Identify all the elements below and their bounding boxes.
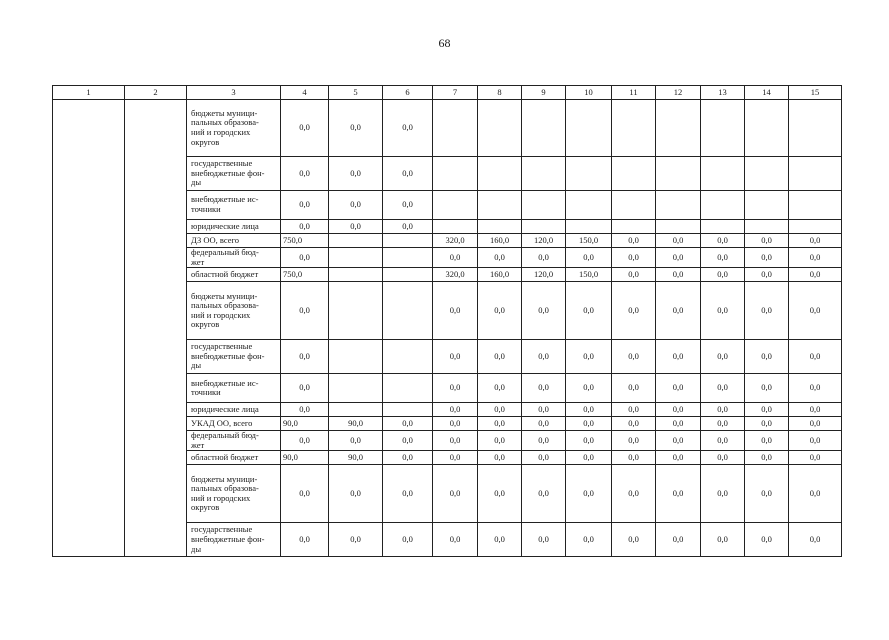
value-cell: 0,0 (478, 417, 522, 431)
value-cell (329, 234, 383, 248)
column-header-11: 11 (612, 86, 656, 100)
value-cell: 0,0 (745, 403, 789, 417)
table-header-row (53, 86, 842, 100)
table-row (53, 100, 842, 157)
value-cell: 0,0 (329, 100, 383, 157)
value-cell: 0,0 (566, 417, 612, 431)
column-header-13: 13 (701, 86, 745, 100)
value-cell: 0,0 (745, 374, 789, 403)
row-label-line: областной бюджет (191, 268, 259, 279)
value-cell (566, 100, 612, 157)
value-cell: 160,0 (478, 234, 522, 248)
value-cell: 0,0 (612, 248, 656, 268)
value-cell (701, 191, 745, 220)
value-cell: 90,0 (329, 417, 383, 431)
row-label (187, 523, 281, 557)
value-cell (612, 157, 656, 191)
value-cell: 0,0 (701, 465, 745, 523)
value-cell (522, 220, 566, 234)
value-cell: 0,0 (433, 403, 478, 417)
value-cell: 0,0 (433, 465, 478, 523)
value-cell (522, 100, 566, 157)
value-cell: 90,0 (281, 451, 329, 465)
value-cell: 0,0 (383, 451, 433, 465)
value-cell (656, 220, 701, 234)
row-label-line: бюджеты муници- (191, 107, 258, 118)
value-cell: 0,0 (656, 465, 701, 523)
value-cell: 0,0 (656, 282, 701, 340)
value-cell (329, 340, 383, 374)
value-cell (701, 157, 745, 191)
value-cell: 150,0 (566, 268, 612, 282)
value-cell: 750,0 (281, 268, 329, 282)
row-label-line: бюджеты муници- (191, 290, 258, 301)
row-label (187, 340, 281, 374)
value-cell: 0,0 (656, 248, 701, 268)
value-cell (433, 100, 478, 157)
value-cell: 0,0 (522, 523, 566, 557)
value-cell: 0,0 (566, 374, 612, 403)
value-cell: 0,0 (745, 234, 789, 248)
value-cell: 0,0 (522, 417, 566, 431)
row-label-line: точники (191, 204, 221, 214)
value-cell: 0,0 (522, 340, 566, 374)
row-label-line: округов (191, 319, 220, 330)
row-label-line: ний и городских (191, 309, 251, 320)
value-cell: 0,0 (281, 282, 329, 340)
value-cell: 0,0 (745, 248, 789, 268)
row-label-line: ды (191, 177, 202, 188)
value-cell: 0,0 (612, 234, 656, 248)
column-header-3: 3 (187, 86, 281, 100)
budget-table (52, 85, 842, 557)
row-label-line: областной бюджет (191, 452, 259, 463)
row-label (187, 282, 281, 340)
row-label-line: ды (191, 360, 202, 371)
row-label (187, 374, 281, 403)
value-cell: 0,0 (701, 523, 745, 557)
value-cell: 0,0 (383, 417, 433, 431)
value-cell: 0,0 (383, 100, 433, 157)
value-cell: 120,0 (522, 234, 566, 248)
column-header-2: 2 (125, 86, 187, 100)
value-cell: 0,0 (281, 220, 329, 234)
column-header-12: 12 (656, 86, 701, 100)
value-cell (701, 220, 745, 234)
row-label-line: округов (191, 136, 220, 147)
value-cell: 0,0 (701, 374, 745, 403)
row-label-line: точники (191, 387, 221, 398)
value-cell: 0,0 (745, 282, 789, 340)
row-label (187, 157, 281, 191)
value-cell (701, 100, 745, 157)
value-cell (383, 340, 433, 374)
row-label-line: пальных образова- (191, 117, 259, 128)
value-cell (329, 374, 383, 403)
value-cell: 0,0 (745, 523, 789, 557)
row-label-line: жет (191, 256, 205, 267)
value-cell: 0,0 (281, 248, 329, 268)
value-cell (522, 191, 566, 220)
value-cell: 0,0 (789, 523, 842, 557)
value-cell: 0,0 (281, 431, 329, 451)
value-cell (566, 157, 612, 191)
value-cell: 0,0 (566, 431, 612, 451)
value-cell: 0,0 (281, 523, 329, 557)
row-label (187, 431, 281, 451)
value-cell: 0,0 (522, 431, 566, 451)
value-cell: 0,0 (612, 282, 656, 340)
value-cell: 0,0 (745, 465, 789, 523)
table-body (53, 86, 842, 557)
value-cell: 0,0 (789, 234, 842, 248)
row-label-line: пальных образова- (191, 483, 259, 494)
row-label (187, 403, 281, 417)
page-number: 68 (438, 36, 451, 50)
value-cell (522, 157, 566, 191)
value-cell: 0,0 (281, 403, 329, 417)
column-header-15: 15 (789, 86, 842, 100)
row-label-line: внебюджетные ис- (191, 377, 259, 388)
value-cell: 0,0 (478, 451, 522, 465)
value-cell: 0,0 (478, 465, 522, 523)
value-cell: 0,0 (433, 451, 478, 465)
value-cell: 0,0 (701, 403, 745, 417)
value-cell: 90,0 (281, 417, 329, 431)
value-cell (789, 220, 842, 234)
value-cell: 0,0 (281, 374, 329, 403)
value-cell: 0,0 (656, 523, 701, 557)
value-cell (789, 157, 842, 191)
value-cell: 0,0 (656, 234, 701, 248)
row-label (187, 417, 281, 431)
value-cell (383, 403, 433, 417)
column-header-14: 14 (745, 86, 789, 100)
value-cell: 0,0 (701, 431, 745, 451)
row-label-line: федеральный бюд- (191, 247, 259, 257)
value-cell (329, 248, 383, 268)
value-cell: 0,0 (789, 340, 842, 374)
value-cell: 0,0 (281, 157, 329, 191)
value-cell: 0,0 (656, 340, 701, 374)
value-cell: 0,0 (281, 340, 329, 374)
row-label-line: ДЗ ОО, всего (191, 234, 240, 245)
value-cell: 0,0 (566, 282, 612, 340)
value-cell: 0,0 (478, 374, 522, 403)
value-cell: 0,0 (656, 451, 701, 465)
row-label-line: пальных образова- (191, 300, 259, 311)
value-cell: 0,0 (612, 374, 656, 403)
value-cell: 0,0 (789, 403, 842, 417)
value-cell: 0,0 (281, 191, 329, 220)
value-cell: 0,0 (522, 282, 566, 340)
column-header-7: 7 (433, 86, 478, 100)
value-cell (656, 157, 701, 191)
value-cell (612, 100, 656, 157)
value-cell: 0,0 (383, 220, 433, 234)
value-cell (566, 220, 612, 234)
value-cell: 0,0 (701, 451, 745, 465)
value-cell (329, 282, 383, 340)
value-cell (478, 157, 522, 191)
value-cell: 0,0 (433, 340, 478, 374)
row-label (187, 100, 281, 157)
row-label (187, 465, 281, 523)
row-label-line: государственные (191, 158, 253, 169)
value-cell: 0,0 (745, 451, 789, 465)
value-cell: 0,0 (656, 374, 701, 403)
value-cell (612, 191, 656, 220)
column-header-1: 1 (53, 86, 125, 100)
value-cell: 0,0 (701, 234, 745, 248)
value-cell: 0,0 (701, 268, 745, 282)
row-label-line: федеральный бюд- (191, 430, 259, 441)
row-label (187, 220, 281, 234)
value-cell: 0,0 (478, 340, 522, 374)
column-header-5: 5 (329, 86, 383, 100)
value-cell (383, 374, 433, 403)
value-cell: 0,0 (789, 268, 842, 282)
value-cell (329, 268, 383, 282)
row-label-line: жет (191, 439, 205, 450)
value-cell: 0,0 (383, 431, 433, 451)
value-cell: 0,0 (701, 417, 745, 431)
value-cell: 0,0 (656, 268, 701, 282)
value-cell: 0,0 (701, 282, 745, 340)
value-cell (745, 220, 789, 234)
value-cell: 0,0 (612, 451, 656, 465)
col-1-cell (53, 100, 125, 557)
column-header-4: 4 (281, 86, 329, 100)
value-cell: 0,0 (566, 403, 612, 417)
row-label (187, 451, 281, 465)
value-cell (656, 100, 701, 157)
value-cell: 160,0 (478, 268, 522, 282)
value-cell: 0,0 (745, 340, 789, 374)
row-label-line: внебюджетные фон- (191, 534, 265, 545)
value-cell: 0,0 (566, 340, 612, 374)
column-header-6: 6 (383, 86, 433, 100)
col-2-cell (125, 100, 187, 557)
value-cell (745, 100, 789, 157)
row-label-line: юридические лица (191, 403, 259, 414)
value-cell (478, 220, 522, 234)
value-cell (789, 100, 842, 157)
value-cell (433, 191, 478, 220)
value-cell: 0,0 (433, 248, 478, 268)
value-cell: 120,0 (522, 268, 566, 282)
value-cell: 0,0 (701, 340, 745, 374)
value-cell: 0,0 (433, 417, 478, 431)
value-cell: 90,0 (329, 451, 383, 465)
row-label (187, 248, 281, 268)
value-cell: 0,0 (433, 431, 478, 451)
value-cell: 0,0 (522, 403, 566, 417)
value-cell: 0,0 (522, 248, 566, 268)
value-cell: 320,0 (433, 234, 478, 248)
value-cell: 0,0 (329, 191, 383, 220)
value-cell: 0,0 (566, 465, 612, 523)
value-cell: 0,0 (329, 220, 383, 234)
row-label-line: юридические лица (191, 220, 259, 231)
value-cell: 0,0 (612, 340, 656, 374)
value-cell (329, 403, 383, 417)
value-cell: 0,0 (789, 451, 842, 465)
value-cell: 0,0 (656, 431, 701, 451)
value-cell: 0,0 (383, 465, 433, 523)
value-cell: 150,0 (566, 234, 612, 248)
row-label-line: государственные (191, 341, 253, 352)
value-cell: 0,0 (383, 191, 433, 220)
row-label-line: внебюджетные ис- (191, 194, 259, 205)
value-cell: 320,0 (433, 268, 478, 282)
row-label-line: УКАД ОО, всего (191, 417, 253, 428)
row-label (187, 191, 281, 220)
value-cell: 0,0 (281, 100, 329, 157)
value-cell (383, 234, 433, 248)
value-cell: 0,0 (789, 465, 842, 523)
value-cell: 0,0 (329, 465, 383, 523)
value-cell: 0,0 (478, 248, 522, 268)
value-cell: 0,0 (789, 431, 842, 451)
value-cell (433, 220, 478, 234)
row-label-line: ний и городских (191, 127, 251, 137)
value-cell (383, 248, 433, 268)
value-cell: 0,0 (745, 268, 789, 282)
value-cell: 0,0 (612, 431, 656, 451)
value-cell: 0,0 (433, 523, 478, 557)
row-label-line: внебюджетные фон- (191, 350, 265, 361)
value-cell (789, 191, 842, 220)
row-label-line: округов (191, 502, 220, 513)
value-cell: 0,0 (701, 248, 745, 268)
value-cell: 0,0 (789, 417, 842, 431)
row-label-line: внебюджетные фон- (191, 167, 265, 178)
value-cell: 0,0 (478, 282, 522, 340)
value-cell (383, 268, 433, 282)
value-cell (433, 157, 478, 191)
value-cell: 0,0 (478, 403, 522, 417)
value-cell: 0,0 (745, 417, 789, 431)
value-cell: 0,0 (566, 451, 612, 465)
row-label (187, 268, 281, 282)
value-cell: 0,0 (612, 417, 656, 431)
column-header-8: 8 (478, 86, 522, 100)
value-cell (478, 191, 522, 220)
value-cell: 0,0 (433, 282, 478, 340)
row-label-line: ды (191, 543, 202, 554)
value-cell: 0,0 (745, 431, 789, 451)
value-cell (478, 100, 522, 157)
value-cell: 0,0 (612, 268, 656, 282)
value-cell: 0,0 (612, 403, 656, 417)
value-cell: 0,0 (329, 523, 383, 557)
value-cell: 0,0 (478, 523, 522, 557)
value-cell (383, 282, 433, 340)
value-cell (612, 220, 656, 234)
value-cell: 0,0 (789, 248, 842, 268)
value-cell: 0,0 (566, 523, 612, 557)
value-cell: 0,0 (433, 374, 478, 403)
value-cell: 0,0 (281, 465, 329, 523)
value-cell: 0,0 (612, 523, 656, 557)
value-cell (745, 191, 789, 220)
value-cell: 0,0 (329, 157, 383, 191)
value-cell: 750,0 (281, 234, 329, 248)
value-cell: 0,0 (522, 374, 566, 403)
value-cell: 0,0 (329, 431, 383, 451)
value-cell: 0,0 (656, 403, 701, 417)
column-header-9: 9 (522, 86, 566, 100)
value-cell (566, 191, 612, 220)
row-label (187, 234, 281, 248)
value-cell: 0,0 (522, 451, 566, 465)
value-cell: 0,0 (612, 465, 656, 523)
row-label-line: бюджеты муници- (191, 473, 258, 484)
value-cell: 0,0 (566, 248, 612, 268)
value-cell: 0,0 (383, 157, 433, 191)
value-cell: 0,0 (789, 374, 842, 403)
value-cell: 0,0 (522, 465, 566, 523)
value-cell: 0,0 (656, 417, 701, 431)
value-cell: 0,0 (478, 431, 522, 451)
value-cell: 0,0 (789, 282, 842, 340)
value-cell (745, 157, 789, 191)
value-cell: 0,0 (383, 523, 433, 557)
row-label-line: ний и городских (191, 492, 251, 503)
value-cell (656, 191, 701, 220)
row-label-line: государственные (191, 524, 253, 535)
column-header-10: 10 (566, 86, 612, 100)
